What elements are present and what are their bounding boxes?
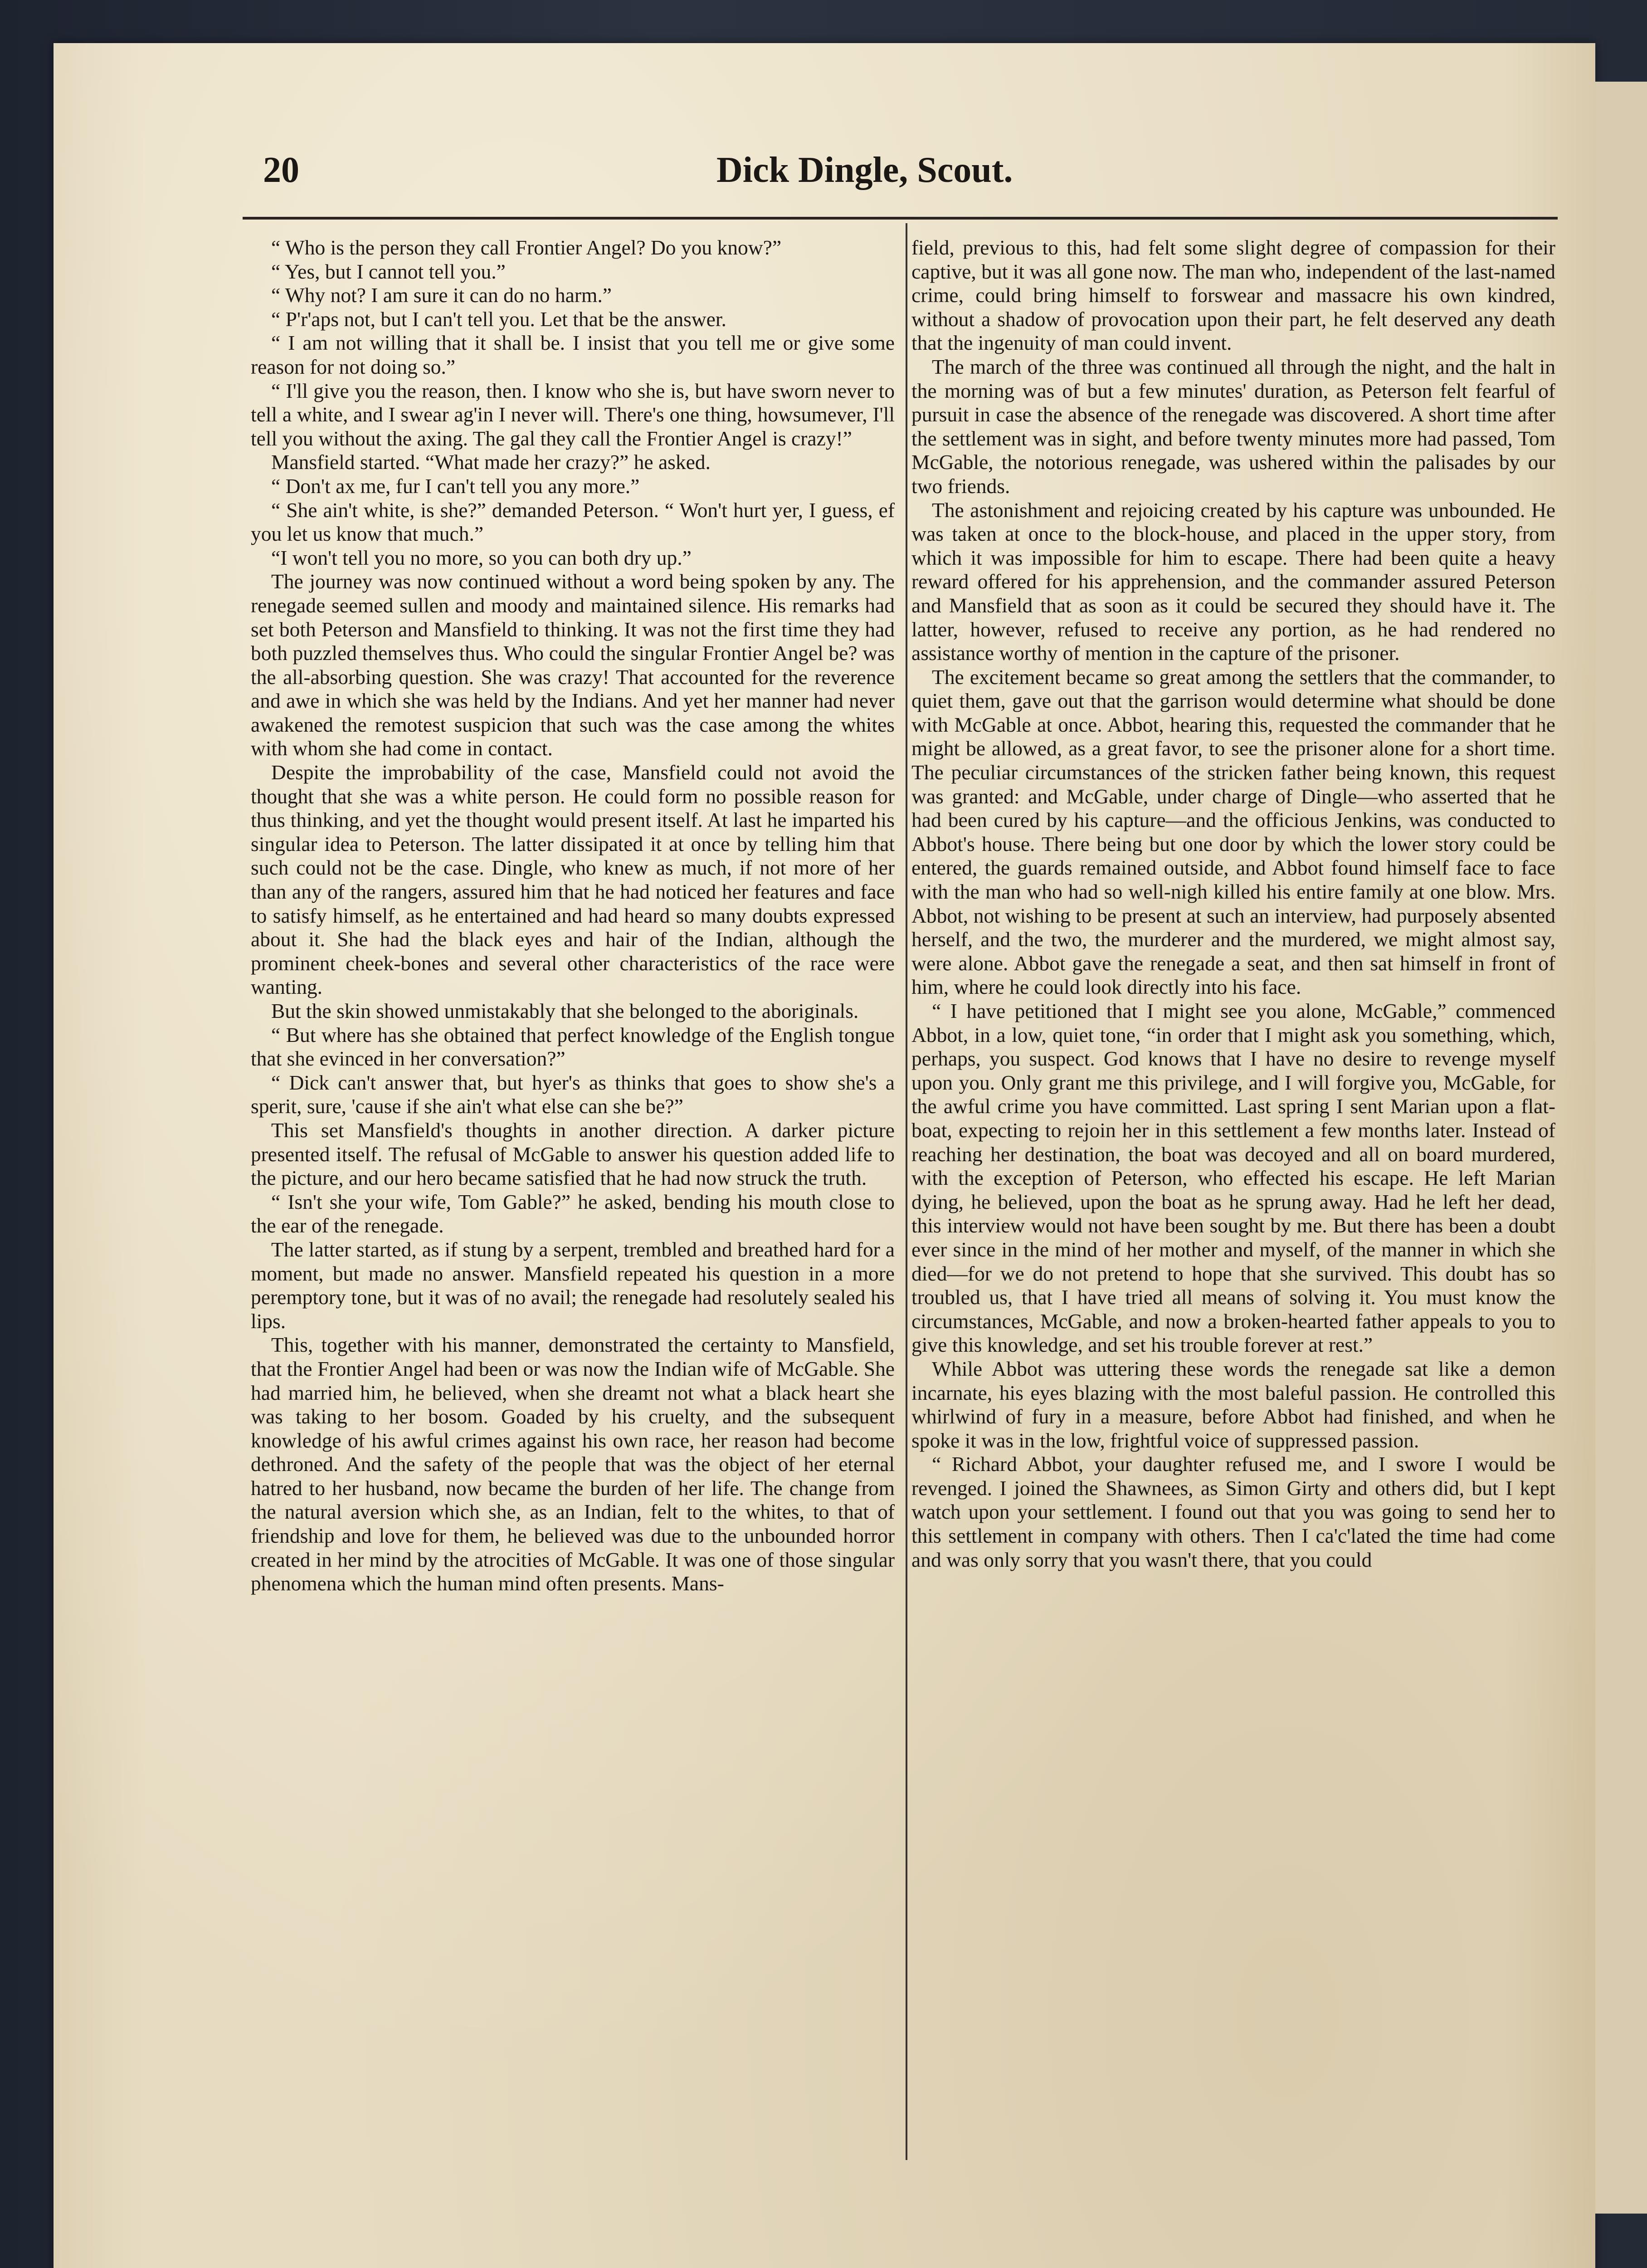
running-title: Dick Dingle, Scout. — [716, 150, 1013, 190]
paragraph: “ P'r'aps not, but I can't tell you. Let that be the answer. — [271, 307, 726, 331]
column-divider — [906, 223, 907, 2160]
paragraph: This set Mansfield's thoughts in another direction. A darker picture presented itself. The refusal of McGable to answer his question added life to the picture, and our hero became satisfied that he had now struck the truth. — [251, 1118, 895, 1190]
left-column — [251, 236, 895, 1596]
paragraph: While Abbot was uttering these words the renegade sat like a demon incarnate, his eyes blazing with the most baleful passion. He controlled this whirlwind of fury in a measure, before Abbot had finished, and when he spoke it was in the low, frightful voice of suppressed passion. — [911, 1357, 1555, 1452]
right-column — [911, 236, 1555, 1572]
paragraph: “ Richard Abbot, your daughter refused me, and I swore I would be revenged. I joined the Shawnees, as Simon Girty and others did, but I kept watch upon your settlement. I found out that you was going to send her to this settlement in company with others. Then I ca'c'lated the time had come and was only sorry that you wasn't there, that you could — [911, 1452, 1555, 1571]
paragraph: “ I am not willing that it shall be. I insist that you tell me or give some reason for not doing so.” — [251, 331, 895, 378]
paragraph: “ But where has she obtained that perfect knowledge of the English tongue that she evinced in her conversation?” — [251, 1023, 895, 1070]
paragraph: “ Who is the person they call Frontier Angel? Do you know?” — [271, 236, 782, 259]
paragraph: Mansfield started. “What made her crazy?” he asked. — [271, 450, 711, 474]
paragraph: The journey was now continued without a word being spoken by any. The renegade seemed sullen and moody and maintained silence. His remarks had set both Peterson and Mansfield to thinking. It was not the first time they had both puzzled themselves thus. Who could the singular Frontier Angel be? was the all-absorbing question. She was crazy! That accounted for the reverence and awe in which she was held by the Indians. And yet her manner had never awakened the remotest suspicion that such was the case among the whites with whom she had come in contact. — [251, 570, 895, 760]
paragraph: “I won't tell you no more, so you can both dry up.” — [271, 546, 692, 569]
paragraph: field, previous to this, had felt some slight degree of compassion for their captive, but it was all gone now. The man who, independent of the last-named crime, could bring himself to forswear and massacre his own kindred, without a shadow of provocation upon their part, he felt deserved any death that the ingenuity of man could invent. — [911, 236, 1555, 355]
paragraph: This, together with his manner, demonstrated the certainty to Mansfield, that the Frontier Angel had been or was now the Indian wife of McGable. She had married him, he believed, when she dreamt not what a black heart she was taking to her bosom. Goaded by his cruelty, and the subsequent knowledge of his awful crimes against his own race, her reason had become dethroned. And the safety of the people that was the object of her eternal hatred to her husband, now became the burden of her life. The change from the natural aversion which she, as an Indian, felt to the whites, to that of friendship and love for them, he believed was due to the unbounded horror created in her mind by the atrocities of McGable. It was one of those singular phenomena which the human mind often presents. Mans- — [251, 1333, 895, 1595]
page-header — [195, 150, 1546, 218]
paragraph: “ I have petitioned that I might see you alone, McGable,” commenced Abbot, in a low, quiet tone, “in order that I might ask you something, which, perhaps, you suspect. God knows that I have no desire to revenge myself upon you. Only grant me this privilege, and I will forgive you, McGable, for the awful crime you have committed. Last spring I sent Marian upon a flat-boat, expecting to rejoin her in this settlement a few months later. Instead of reaching her destination, the boat was decoyed and all on board murdered, with the exception of Peterson, who effected his escape. He left Marian dying, he believed, upon the boat as he sprung away. Had he left her dead, this interview would not have been sought by me. But there has been a doubt ever since in the mind of her mother and myself, of the manner in which she died—for we do not pretend to hope that she survived. This doubt has so troubled us, that I have tried all means of solving it. You must know the circumstances, McGable, and now a broken-hearted father appeals to you to give this knowledge, and set his trouble forever at rest.” — [911, 999, 1555, 1357]
paragraph: The latter started, as if stung by a serpent, trembled and breathed hard for a moment, but made no answer. Mansfield repeated his question in a more peremptory tone, but it was of no avail; the renegade had resolutely sealed his lips. — [251, 1237, 895, 1333]
paragraph: “ Why not? I am sure it can do no harm.” — [271, 284, 612, 307]
paragraph: “ I'll give you the reason, then. I know who she is, but have sworn never to tell a white, and I swear ag'in I never will. There's one thing, howsumever, I'll tell you without the axing. The gal they call the Frontier Angel is crazy!” — [251, 379, 895, 450]
paragraph: Despite the improbability of the case, Mansfield could not avoid the thought that she was a white person. He could form no possible reason for thus thinking, and yet the thought would present itself. At last he imparted his singular idea to Peterson. The latter dissipated it at once by telling him that such could not be the case. Dingle, who knew as much, if not more of her than any of the rangers, assured him that he had noticed her features and face to satisfy himself, as he entertained and had heard so many doubts expressed about it. She had the black eyes and hair of the Indian, although the prominent cheek-bones and several other characteristics of the race were wanting. — [251, 761, 895, 999]
next-page-edge — [1595, 82, 1647, 2214]
paragraph: The astonishment and rejoicing created by his capture was unbounded. He was taken at once to the block-house, and placed in the upper story, from which it was impossible for him to escape. There had been quite a heavy reward offered for his apprehension, and the commander assured Peterson and Mansfield that as soon as it could be secured they should have it. The latter, however, refused to receive any portion, as he had rendered no assistance worthy of mention in the capture of the prisoner. — [911, 498, 1555, 665]
paragraph: “ Isn't she your wife, Tom Gable?” he asked, bending his mouth close to the ear of the renegade. — [251, 1190, 895, 1237]
paragraph: “ Dick can't answer that, but hyer's as thinks that goes to show she's a sperit, sure, 'cause if she ain't what else can she be?” — [251, 1070, 895, 1118]
header-rule — [243, 217, 1558, 220]
paragraph: “ She ain't white, is she?” demanded Peterson. “ Won't hurt yer, I guess, ef you let us know that much.” — [251, 498, 895, 546]
paragraph: The march of the three was continued all through the night, and the halt in the morning was of but a few minutes' duration, as Peterson felt fearful of pursuit in case the absence of the renegade was discovered. A short time after the settlement was in sight, and before twenty minutes more had passed, Tom McGable, the notorious renegade, was ushered within the palisades by our two friends. — [911, 355, 1555, 498]
paragraph: “ Don't ax me, fur I can't tell you any more.” — [271, 474, 640, 498]
paragraph: “ Yes, but I cannot tell you.” — [271, 259, 506, 283]
paragraph: The excitement became so great among the settlers that the commander, to quiet them, gave out that the garrison would determine what should be done with McGable at once. Abbot, hearing this, requested the commander that he might be allowed, as a great favor, to see the prisoner alone for a short time. The peculiar circumstances of the stricken father being known, this request was granted: and McGable, under charge of Dingle—who asserted that he had been cured by his capture—and the officious Jenkins, was conducted to Abbot's house. There being but one door by which the lower story could be entered, the guards remained outside, and Abbot found himself face to face with the man who had so well-nigh killed his entire family at one blow. Mrs. Abbot, not wishing to be present at such an interview, had purposely absented herself, and the two, the murderer and the murdered, we might almost say, were alone. Abbot gave the renegade a seat, and then sat himself in front of him, where he could look directly into his face. — [911, 665, 1555, 999]
paragraph: But the skin showed unmistakably that she belonged to the aboriginals. — [271, 999, 859, 1022]
page-number: 20 — [263, 150, 299, 190]
